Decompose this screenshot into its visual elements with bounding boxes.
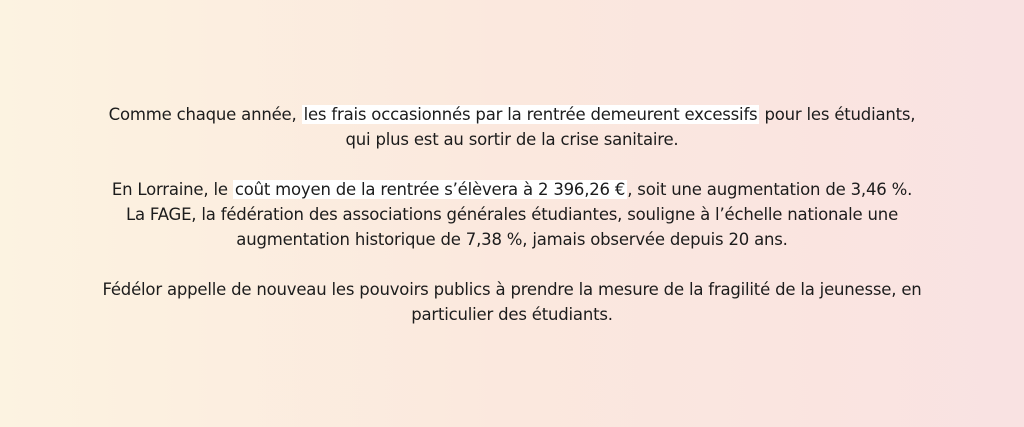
paragraph-rentree-costs	[100, 102, 924, 152]
highlight-average-cost: coût moyen de la rentrée s’élèvera à 2 396,26 €	[234, 180, 626, 199]
paragraph-1-text-end: pour les étudiants, qui plus est au sortir de la crise sanitaire.	[345, 105, 916, 149]
paragraph-lorraine-average	[100, 177, 924, 252]
paragraph-3-text: Fédélor appelle de nouveau les pouvoirs publics à prendre la mesure de la fragilité de la jeunesse, en particulier des étudiants.	[102, 280, 922, 324]
statement-text	[100, 102, 924, 352]
paragraph-fedelor-appeal	[100, 277, 924, 327]
paragraph-2-text-end: , soit une augmentation de 3,46 %. La FAGE, la fédération des associations générales étudiantes, souligne à l’échelle nationale une augmentation historique de 7,38 %, jamais observée depuis 20 ans.	[125, 180, 913, 249]
highlight-excessive-costs: les frais occasionnés par la rentrée demeurent excessifs	[303, 105, 758, 124]
paragraph-1-text: Comme chaque année,	[108, 105, 302, 124]
paragraph-2-text: En Lorraine, le	[111, 180, 233, 199]
